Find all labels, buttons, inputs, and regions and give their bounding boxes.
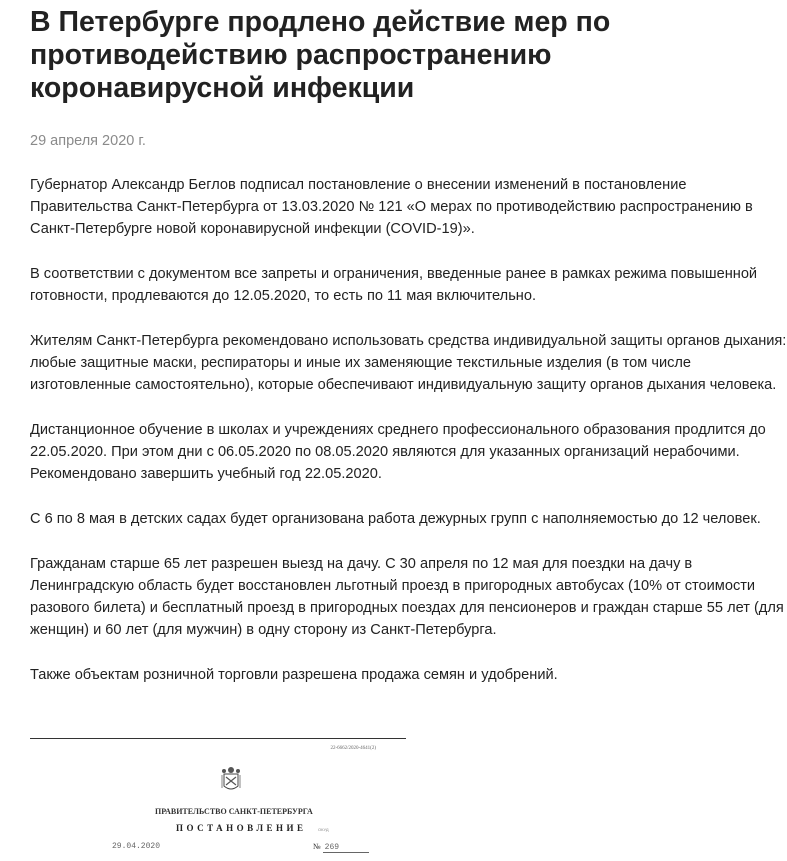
article-date: 29 апреля 2020 г. [30,133,146,149]
document-date: 29.04.2020 [112,842,161,851]
paragraph: Жителям Санкт-Петербурга рекомендовано использовать средства индивидуальной защиты органов дыхания: любые защитные маски, респираторы и иные их заменяющие текстильные изделия (в том числе изготовленные самостоятельно), которые обеспечивают индивидуальную защиту органов дыхания человека. [30,333,787,393]
paragraph: Губернатор Александр Беглов подписал постановление о внесении изменений в постановление Правительства Санкт-Петербурга от 13.03.2020 № 121 «О мерах по противодействию распространению в Санкт-Петербурге новой коронавирусной инфекции (COVID-19)». [30,177,753,237]
article-body [30,174,787,686]
number-value: 269 [323,843,369,853]
document-number [313,842,369,852]
document-ref: 22-6662/2020-4641(2) [330,746,376,751]
coat-of-arms-icon [220,766,242,792]
article-title: В Петербурге продлено действие мер по противодействию распространению коронавирусной инфекции [30,6,611,104]
paragraph: Гражданам старше 65 лет разрешен выезд на дачу. С 30 апреля по 12 мая для поездки на дачу в Ленинградскую область будет восстановлен льготный проезд в пригородных автобусах (10% от стоимости разового билета) и бесплатный проезд в пригородных поездах для пенсионеров и граждан старше 55 лет (для женщин) и 60 лет (для мужчин) в одну сторону из Санкт-Петербурга. [30,556,784,638]
document-code-label: ОКУД [318,827,329,832]
article [0,6,787,686]
paragraph: С 6 по 8 мая в детских садах будет организована работа дежурных групп с наполняемостью до 12 человек. [30,511,761,527]
document-issuer: ПРАВИТЕЛЬСТВО САНКТ-ПЕТЕРБУРГА [155,807,313,816]
paragraph: Также объектам розничной торговли разрешена продажа семян и удобрений. [30,667,558,683]
paragraph: В соответствии с документом все запреты и ограничения, введенные ранее в рамках режима повышенной готовности, продлеваются до 12.05.2020, то есть по 11 мая включительно. [30,266,758,304]
number-label: № [313,842,321,851]
decree-document-image[interactable] [30,738,406,855]
divider [30,738,406,739]
paragraph: Дистанционное обучение в школах и учреждениях среднего профессионального образования продлится до 22.05.2020. При этом дни с 06.05.2020 по 08.05.2020 являются для указанных организаций нерабочими. Рекомендовано завершить учебный год 22.05.2020. [30,422,766,482]
document-kind: ПОСТАНОВЛЕНИЕ [176,823,307,833]
